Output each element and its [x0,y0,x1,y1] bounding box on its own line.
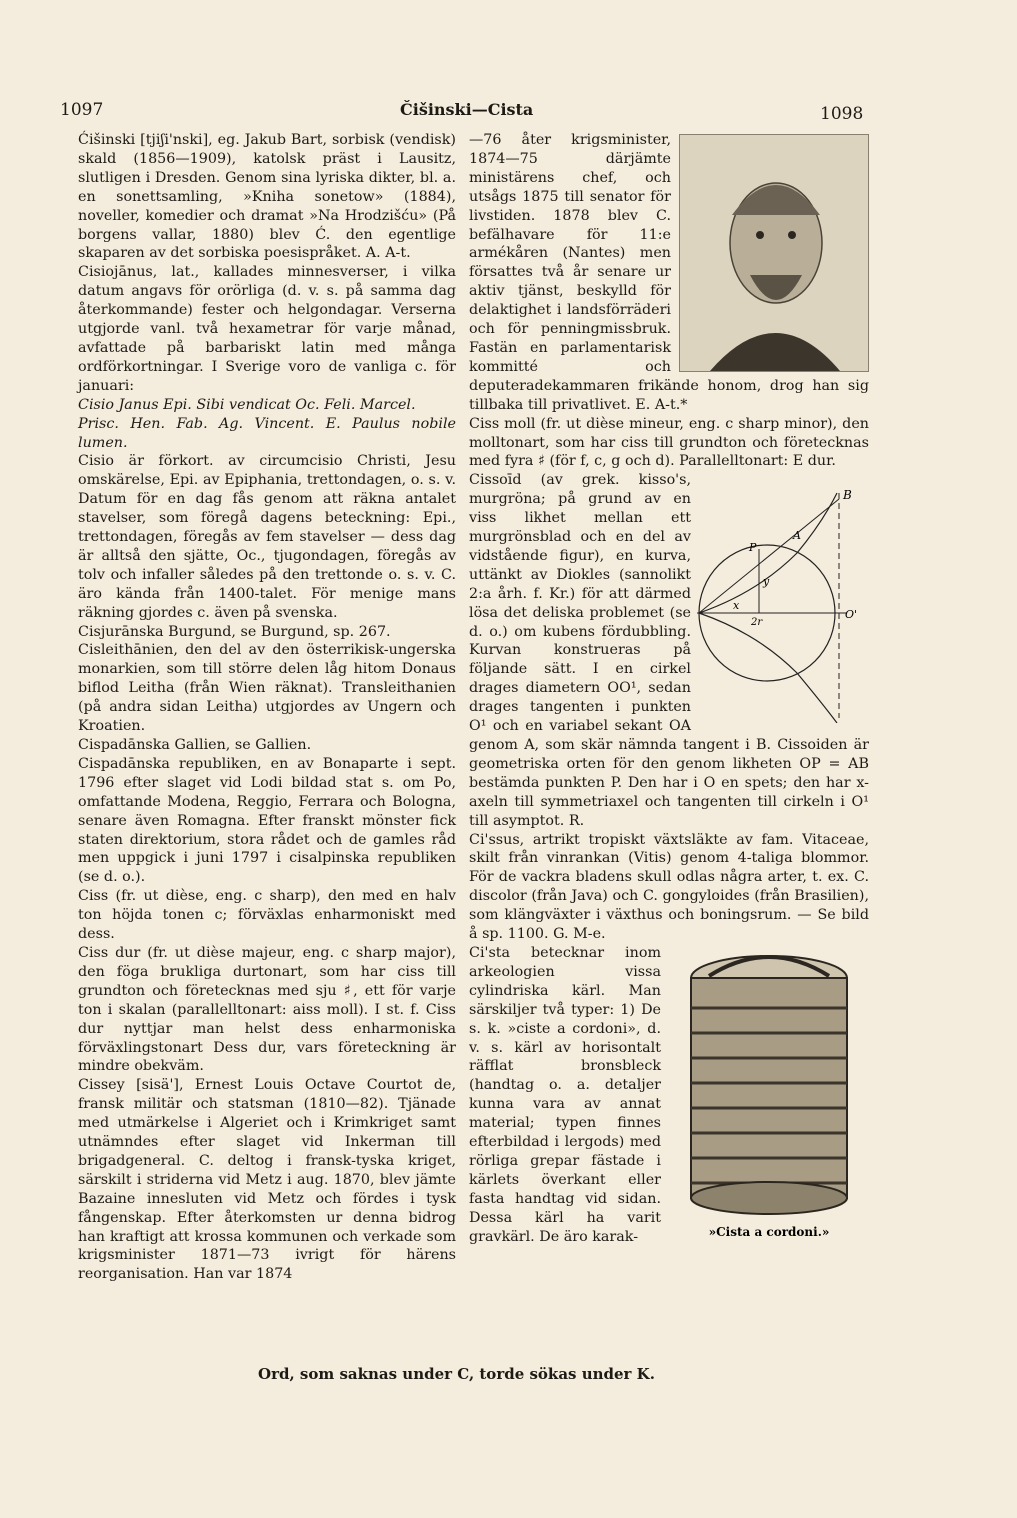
entry-cissey: Cissey [sisä'], Ernest Louis Octave Courtot de, fransk militär och statsman (1810—82). Tjänade med utmärkelse i Algeriet och i Krimkriget samt utnämndes efter slaget vid Inkerman till brigadgeneral. C. deltog i fransk-tyska kriget, särskilt i striderna vid Metz i aug. 1870, blev jämte Bazaine innesluten vid Metz och fördes i tysk fångenskap. Efter återkomsten ur denna bidrog han kraftigt att krossa kommunen och verkade som krigsminister 1871—73 ivrigt för härens reorganisation. Han var 1874 [78,1077,456,1283]
entry-ciss-moll: Ciss moll (fr. ut dièse mineur, eng. c sharp minor), den molltonart, som har ciss till grundton och företecknas med fyra ♯ (för f, c, g och d). Parallelltonart: E dur. [469,415,869,470]
entry-cispadanska-republiken: Cispadānska republiken, en av Bonaparte i sept. 1796 efter slaget vid Lodi bildad stat s. om Po, omfattande Modena, Reggio, Ferrara och Bologna, senare även Romagna. Efter franskt mönster fick staten direktorium, stora rådet och de gamles råd men uppgick i juni 1797 i cisalpinska republiken (se d. o.). [78,755,456,886]
entry-cissoid: Cissoīd (av grek. kisso's, murgröna; på grund av en viss likhet mellan ett murgrönsblad och en del av vidstående figur), en kurva, uttänkt av Diokles (sannolikt 2:a årh. f. Kr.) för att därmed lösa det deliska problemet (se d. o.) om kubens fördubbling. Kurvan konstrueras på följande sätt. I en cirkel drages diametern OO¹, sedan drages tangenten i punkten O¹ och en variabel sekant OA genom A, som skär nämnda tangent i B. Cissoiden är geometriska orten för den genom likheten OP = AB bestämda punkten P. Den har i O en spets; den har x-axeln till symmetriaxel och tangenten till cirkeln i O¹ till asymptot. R. [469,472,869,829]
entry-ciss-dur: Ciss dur (fr. ut dièse majeur, eng. c sharp major), den föga brukliga durtonart, som har ciss till grundton och företecknas med sju ♯, ett för varje ton i skalan (parallelltonart: aiss moll). I st. f. Ciss dur nyttjar man helst dess enharmoniska förväxlingstonart Dess dur, vars företeckning är mindre obekväm. [78,944,456,1075]
label-o-prime: O' [845,608,858,622]
entry-cisjuranska: Cisjurānska Burgund, se Burgund, sp. 267. [78,623,391,640]
entry-cisio-explanation: Cisio är förkort. av circumcisio Christi, Jesu omskärelse, Epi. av Epiphania, trettondagen, o. s. v. Datum för en dag fås genom att räkna antalet stavelser, som föregå dagens beteckning: Epi., trettondagen, föregås av fem stavelser — dess dag är alltså den sjätte, Oc., tjugondagen, föregås av tolv och infaller således på den trettonde o. s. v. C. äro kända från 1400-talet. För menige mans räkning gjordes c. även på svenska. [78,453,456,621]
entry-cissey-continued: —76 åter krigsminister, 1874—75 därjämte ministärens chef, och utsågs 1875 till senator för livstiden. 1878 blev C. befälhavare för 11:e armékåren (Nantes) men försattes två år senare ur aktiv tjänst, beskylld för delaktighet i landsförräderi och för penningmissbruk. Fastän en parlamentarisk kommitté och deputeradekammaren frikände honom, drog han sig tillbaka till privatlivet. E. A-t.* [469,132,869,413]
label-b: B [843,488,852,503]
label-a: A [793,529,801,543]
page-footer-note: Ord, som saknas under C, torde sökas under K. [258,1365,655,1383]
entry-cisleithanien: Cisleithānien, den del av den österrikisk-ungerska monarkien, som till större delen låg hitom Donaus biflod Leitha (från Wien räknat). Transleithanien (på andra sidan Leitha) utgjordes av Ungern och Kroatien. [78,642,456,735]
entry-cissus: Ci'ssus, artrikt tropiskt växtsläkte av fam. Vitaceae, skilt från vinrankan (Vitis) genom 4-taliga blommor. För de vackra bladens skull odlas några arter, t. ex. C. discolor (från Java) och C. gongyloides (från Brasilien), som klängväxter i växthus och boningsrum. — Se bild å sp. 1100. G. M-e. [469,831,869,943]
entry-cisiojanus: Cisiojānus, lat., kallades minnesverser, i vilka datum angavs för orörliga (d. v. s. på samma dag återkommande) fester och helgondagar. Verserna utgjorde vanl. två hexametrar för varje månad, avfattade på barbariskt latin med många ordförkortningar. I Sverige voro de vanliga c. för januari: [78,264,456,394]
page-number-left: 1097 [60,100,104,120]
page-number-right: 1098 [820,104,864,124]
label-2r: 2r [751,617,763,629]
page-header [60,100,880,124]
label-x: x [733,599,740,613]
portrait-illustration [679,134,869,372]
verse-line-2: Prisc. Hen. Fab. Ag. Vincent. E. Paulus nobile lumen. [78,415,456,451]
cista-illustration [669,948,869,1242]
cista-caption: »Cista a cordoni.» [708,1224,830,1239]
verse-line-1: Cisio Janus Epi. Sibi vendicat Oc. Feli. Marcel. [78,396,416,413]
label-p: P [749,541,757,555]
left-column [78,131,456,1284]
entry-cista: Ci'sta betecknar inom arkeologien vissa cylindriska kärl. Man särskiljer två typer: 1) De s. k. »ciste a cordoni», d. v. s. kärl av horisontalt räfflat bronsbleck (handtag o. a. detaljer kunna vara av annat material; typen finnes efterbildad i lergods) med rörliga grepar fästade i kärlets överkant eller fasta handtag vid sidan. Dessa kärl ha varit gravkärl. De äro karak- [469,944,661,1245]
right-column [469,131,869,1246]
label-y: y [763,575,770,589]
entry-cispadanska-gallien: Cispadānska Gallien, se Gallien. [78,737,312,753]
running-title: Čišinski—Cista [400,100,534,119]
cissoid-diagram [697,473,869,723]
entry-ciss: Ciss (fr. ut dièse, eng. c sharp), den med en halv ton höjda tonen c; förväxlas enharmoniskt med dess. [78,888,456,943]
entry-cisinski: Ćišinski [tjiʃi'nski], eg. Jakub Bart, sorbisk (vendisk) skald (1856—1909), katolsk präst i Lausitz, slutligen i Dresden. Genom sina lyriska dikter, bl. a. en sonettsamling, »Kniha sonetow» (1884), noveller, komedier och dramat »Na Hrodzišću» (På borgens vallar, 1880) blev Ć. den egentlige skaparen av det sorbiska poesispråket. A. A-t. [78,132,456,262]
